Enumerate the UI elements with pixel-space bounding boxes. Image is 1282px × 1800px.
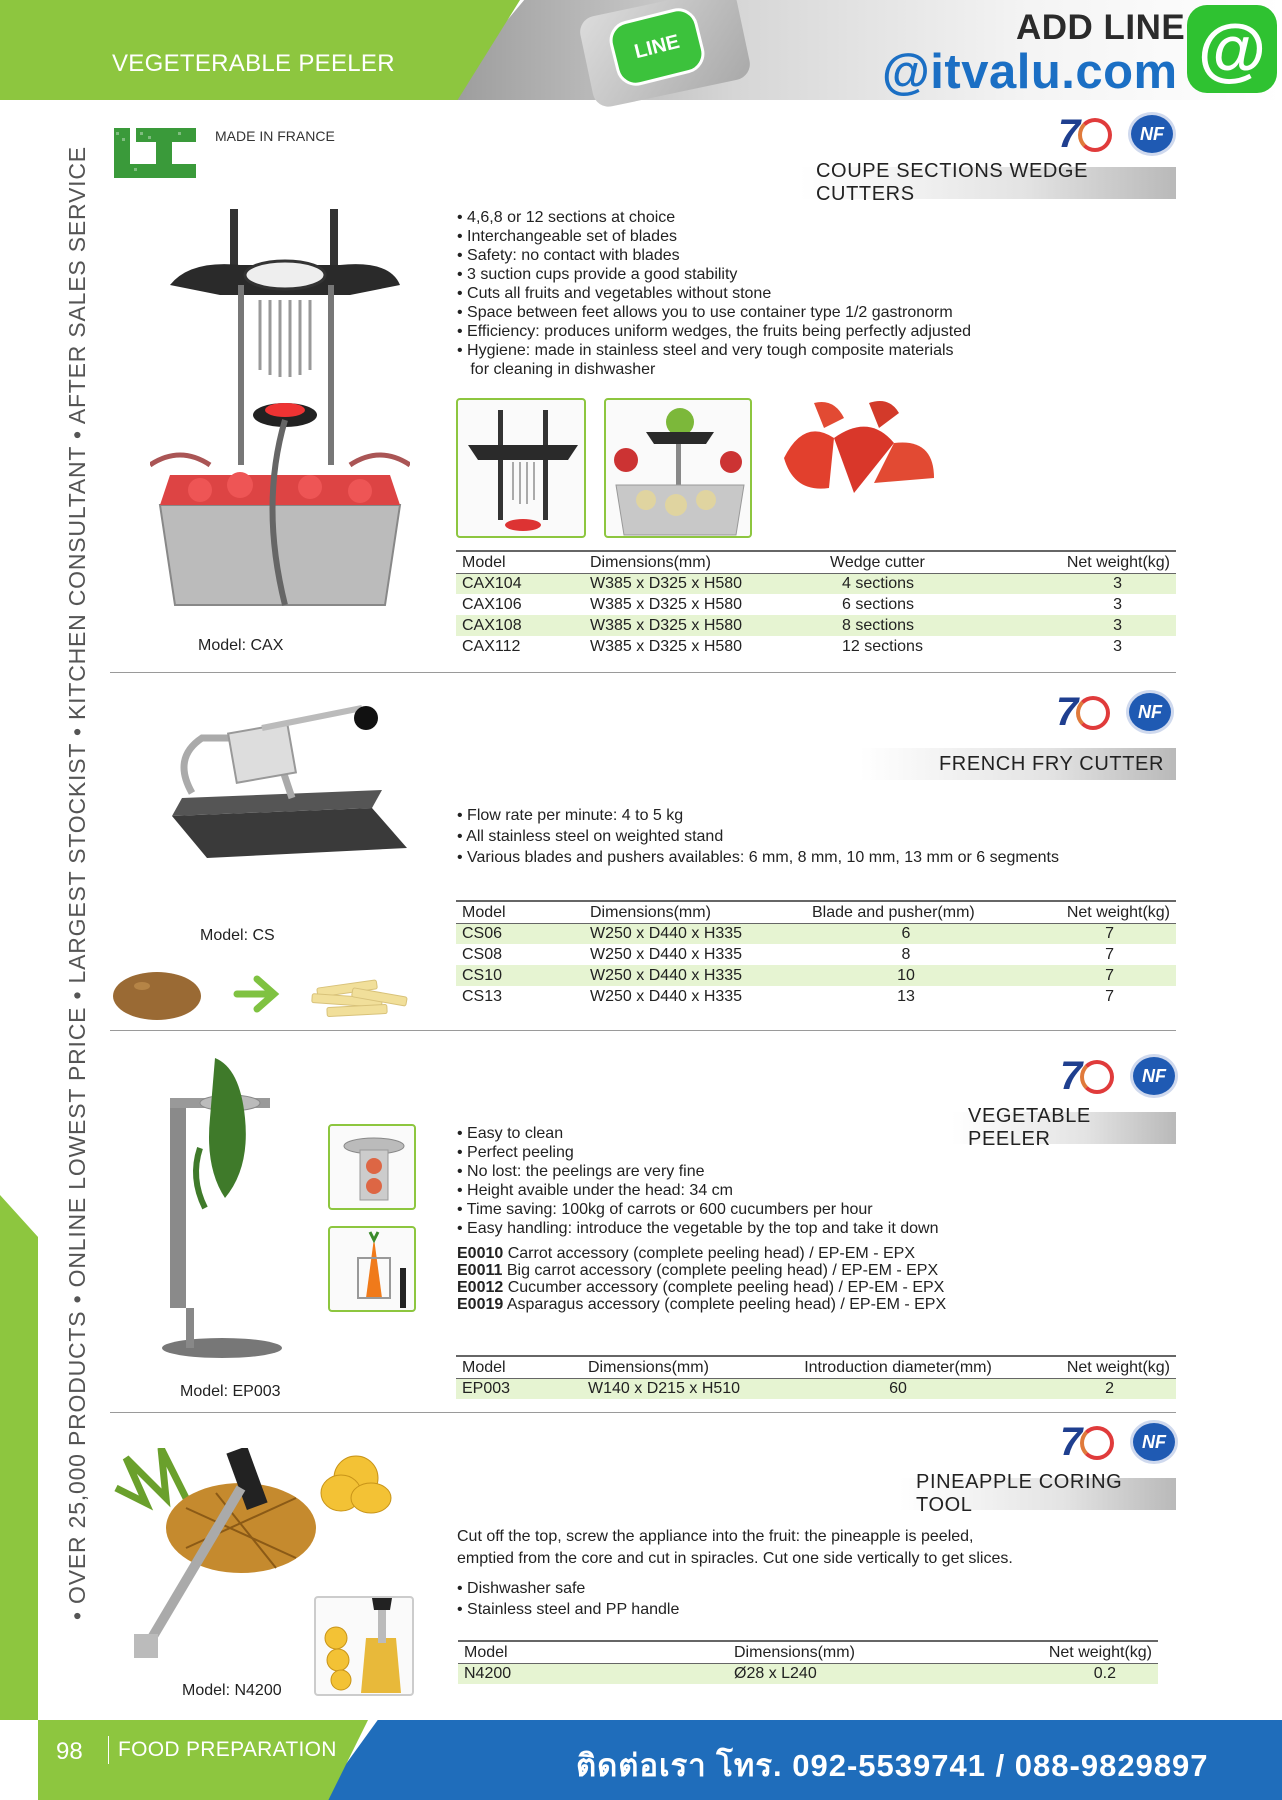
cell: CS10 [456,965,584,986]
cell: W385 x D325 x H580 [590,595,743,613]
sidebar-green-strip [0,1195,38,1720]
page-number: 98 [56,1738,83,1765]
sidebar-tagline: • OVER 25,000 PRODUCTS • ONLINE LOWEST PRICE • LARGEST STOCKIST • KITCHEN CONSULTANT • AFTER SALES SERVICE [64,146,90,1620]
cax-thumb-apple [604,398,752,538]
section-title-cax: COUPE SECTIONS WEDGE CUTTERS [800,167,1176,199]
anniversary-70-icon: 7 [1056,114,1116,154]
nf-cert-icon: NF [1126,690,1174,734]
footer-separator [108,1736,109,1764]
cell: 8 [901,945,911,963]
ep-thumb-head [328,1124,416,1210]
cell: 7 [1006,923,1176,944]
footer-section-name: FOOD PREPARATION [118,1738,337,1761]
cell: 6 sections [842,595,915,613]
accessory-item [457,1262,946,1279]
cell: 3 [1113,637,1122,655]
accessory-item [457,1245,946,1262]
cell: CAX106 [462,595,522,613]
ep-accessory-list [457,1245,946,1313]
tomato-wedges-image [774,398,944,508]
cell: 3 [1024,615,1176,636]
cax-feature: • Space between feet allows you to use container type 1/2 gastronorm [457,303,971,322]
n4200-description [457,1526,1013,1570]
footer-contact-phone[interactable]: ติดต่อเรา โทร. 092-5539741 / 088-9829897 [576,1748,1209,1783]
cell: CS06 [456,923,584,944]
made-in-label: MADE IN FRANCE [215,128,335,144]
cell: W250 x D440 x H335 [584,923,806,944]
cell: 3 [1024,573,1176,594]
ep-product-image [160,1058,290,1358]
cs-feature: • Various blades and pushers availables: 6 mm, 8 mm, 10 mm, 13 mm or 6 segments [457,847,1059,868]
accessory-code: E0010 [457,1245,504,1262]
accessory-desc: Asparagus accessory (complete peeling head) / EP-EM - EPX [506,1296,947,1313]
cax-feature: • 3 suction cups provide a good stability [457,265,971,284]
cell: 2 [1018,1378,1176,1399]
accessory-item [457,1296,946,1313]
anniversary-70-icon: 7 [1058,1422,1118,1462]
table-row [456,636,1176,657]
nf-cert-icon: NF [1130,1420,1178,1464]
col-header: Net weight(kg) [1018,1356,1176,1378]
cs-feature: • All stainless steel on weighted stand [457,826,1059,847]
add-line-text: ADD LINE [1016,8,1186,47]
ep-feature: • No lost: the peelings are very fine [457,1162,938,1181]
cert-badges [1056,112,1176,156]
table-row [456,615,1176,636]
col-header: Dimensions(mm) [584,551,824,573]
section-title-ep: VEGETABLE PEELER [952,1112,1176,1144]
col-header: Blade and pusher(mm) [806,901,1006,923]
table-row [456,986,1176,1007]
table-row [456,965,1176,986]
cert-badges [1058,1420,1178,1464]
cell: W140 x D215 x H510 [582,1378,778,1399]
col-header: Dimensions(mm) [584,901,806,923]
nf-cert-icon: NF [1128,112,1176,156]
at-sign-icon: @ [1187,5,1277,93]
nf-cert-icon: NF [1130,1054,1178,1098]
ep-feature: • Perfect peeling [457,1143,938,1162]
cell: W385 x D325 x H580 [584,573,824,594]
accessory-desc: Big carrot accessory (complete peeling head) / EP-EM - EPX [506,1262,939,1279]
n4200-thumb [314,1596,414,1696]
cell: 7 [1105,945,1114,963]
section-divider [110,1030,1176,1031]
cell: 10 [806,965,1006,986]
cell: EP003 [456,1378,582,1399]
cax-feature: • Interchangeable set of blades [457,227,971,246]
cell: W250 x D440 x H335 [590,945,743,963]
accessory-code: E0011 [457,1262,503,1279]
description-line: emptied from the core and cut in spiracles. Cut one side vertically to get slices. [457,1550,1013,1567]
table-header-row [456,551,1176,573]
cell: N4200 [458,1663,728,1684]
cs-feature-list [457,805,1059,868]
cax-feature: • 4,6,8 or 12 sections at choice [457,208,971,227]
col-header: Net weight(kg) [1028,1641,1158,1663]
brand-logo-icon [114,128,196,178]
accessory-item [457,1279,946,1296]
cax-spec-table [456,550,1176,657]
cell: 7 [1105,987,1114,1005]
n4200-feature: • Dishwasher safe [457,1578,679,1599]
n4200-spec-table [458,1640,1158,1684]
col-header: Model [456,901,584,923]
cert-badges [1058,1054,1178,1098]
table-header-row [458,1641,1158,1663]
ep-feature: • Easy to clean [457,1124,938,1143]
accessory-code: E0019 [457,1296,504,1313]
col-header: Model [458,1641,728,1663]
cax-thumb-cutter [456,398,586,538]
col-header: Net weight(kg) [1006,901,1176,923]
cell: CAX108 [456,615,584,636]
description-line: Cut off the top, screw the appliance into the fruit: the pineapple is peeled, [457,1528,974,1545]
n4200-feature: • Stainless steel and PP handle [457,1599,679,1620]
cell: 6 [806,923,1006,944]
anniversary-70-icon: 7 [1058,1056,1118,1096]
n4200-feature-list [457,1578,679,1620]
model-label-n4200: Model: N4200 [182,1682,282,1699]
cell: 3 [1113,595,1122,613]
cax-feature-list [457,208,971,379]
cell: 12 sections [842,637,923,655]
cell: 4 sections [824,573,1024,594]
col-header: Wedge cutter [824,551,1024,573]
cell: W385 x D325 x H580 [590,637,743,655]
cell: CAX112 [462,637,521,655]
cs-feature: • Flow rate per minute: 4 to 5 kg [457,805,1059,826]
cell: 8 sections [824,615,1024,636]
col-header: Dimensions(mm) [728,1641,1028,1663]
table-row [458,1663,1158,1684]
ep-thumb-carrot [328,1226,416,1312]
cell: 0.2 [1028,1663,1158,1684]
anniversary-70-icon: 7 [1054,692,1114,732]
cell: Ø28 x L240 [728,1663,1028,1684]
section-title-cs: FRENCH FRY CUTTER [860,748,1176,780]
col-header: Dimensions(mm) [582,1356,778,1378]
section-divider [110,1412,1176,1413]
cax-feature-continuation: for cleaning in dishwasher [470,361,656,378]
ep-feature-list [457,1124,938,1238]
section-divider [110,672,1176,673]
model-label-ep: Model: EP003 [180,1383,281,1400]
cell: 13 [897,987,915,1005]
page-title: VEGETERABLE PEELER [112,50,395,77]
ep-feature: • Easy handling: introduce the vegetable by the top and take it down [457,1219,938,1238]
table-row [456,1378,1176,1399]
table-row [456,923,1176,944]
cell: CAX104 [456,573,584,594]
cs-product-image [152,698,412,858]
cell: W385 x D325 x H580 [584,615,824,636]
section-title-n4200: PINEAPPLE CORING TOOL [900,1478,1176,1510]
ep-feature: • Height avaible under the head: 34 cm [457,1181,938,1200]
cell: W250 x D440 x H335 [584,965,806,986]
accessory-desc: Carrot accessory (complete peeling head) / EP-EM - EPX [507,1245,915,1262]
cell: CS08 [462,945,503,963]
cax-feature: • Cuts all fruits and vegetables without stone [457,284,971,303]
model-label-cax: Model: CAX [198,637,284,654]
line-app-icon: LINE [605,4,708,90]
cell: W250 x D440 x H335 [590,987,743,1005]
cs-spec-table [456,900,1176,1007]
cax-feature: • Safety: no contact with blades [457,246,971,265]
table-row [456,944,1176,965]
col-header: Net weight(kg) [1024,551,1176,573]
cell: CS13 [462,987,503,1005]
table-header-row [456,1356,1176,1378]
accessory-desc: Cucumber accessory (complete peeling head) / EP-EM - EPX [507,1279,945,1296]
accessory-code: E0012 [457,1279,504,1296]
col-header: Model [456,1356,582,1378]
col-header: Introduction diameter(mm) [778,1356,1018,1378]
table-header-row [456,901,1176,923]
ep-spec-table [456,1355,1176,1399]
cax-product-image [150,205,410,625]
cell: 60 [778,1378,1018,1399]
cax-feature: • Hygiene: made in stainless steel and very tough composite materials [457,341,971,360]
table-row [456,573,1176,594]
model-label-cs: Model: CS [200,927,275,944]
cax-feature: • Efficiency: produces uniform wedges, the fruits being perfectly adjusted [457,322,971,341]
cell: 7 [1006,965,1176,986]
ep-feature: • Time saving: 100kg of carrots or 600 cucumbers per hour [457,1200,938,1219]
table-row [456,594,1176,615]
potato-to-fries-image [112,964,432,1024]
cert-badges [1054,690,1174,734]
col-header: Model [456,551,584,573]
line-id-link[interactable]: @itvalu.com [882,45,1178,99]
